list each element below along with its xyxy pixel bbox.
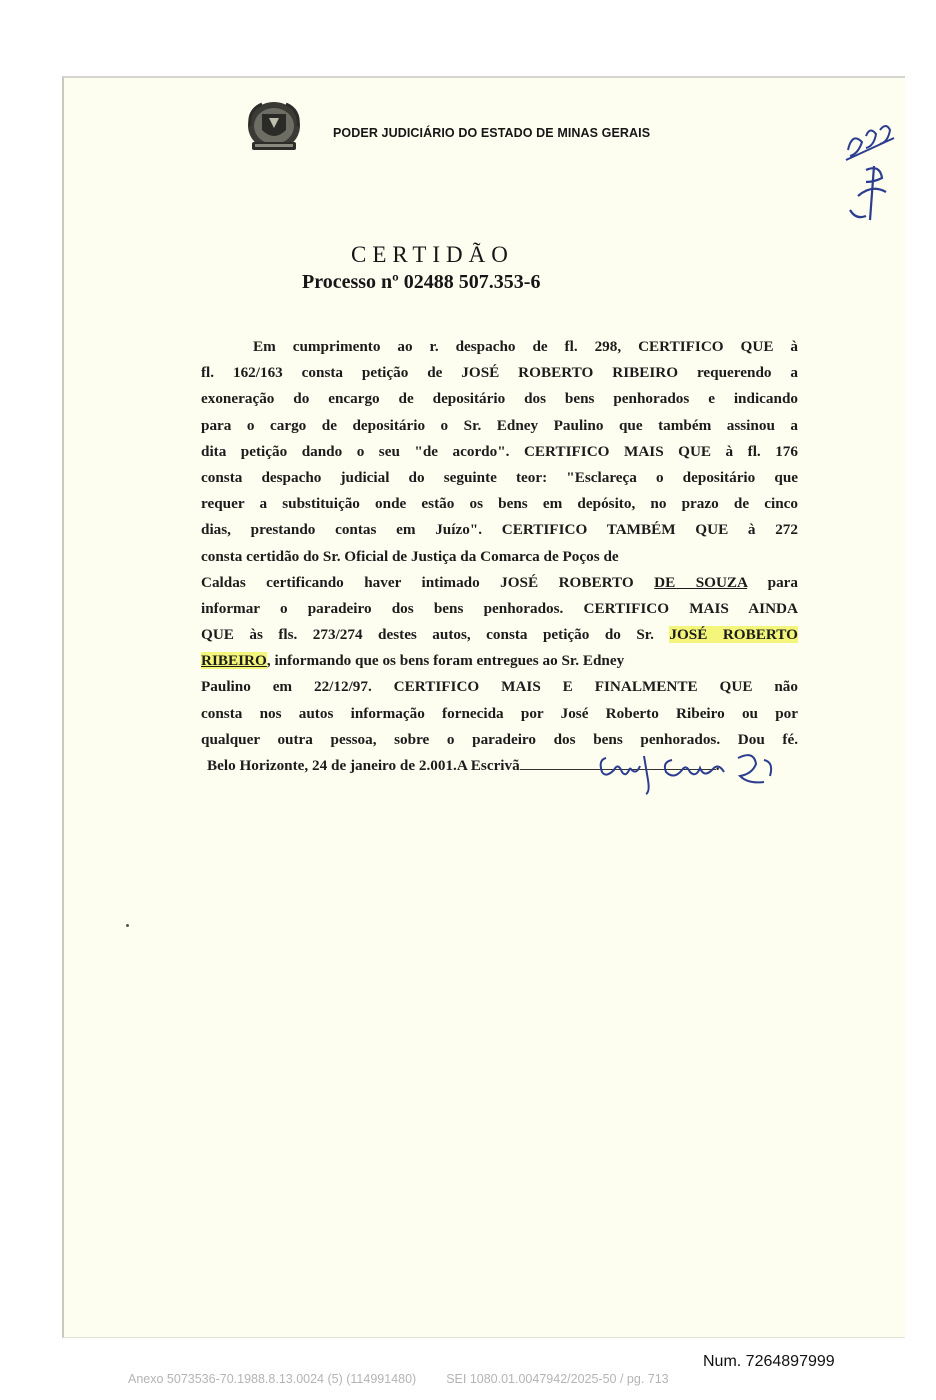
highlighted-name: JOSÉ ROBERTO: [669, 626, 798, 644]
body-line: [201, 570, 798, 596]
body-line: dias, prestando contas em Juízo". CERTIFICO TAMBÉM QUE à 272: [201, 521, 798, 539]
body-line: consta nos autos informação fornecida por José Roberto Ribeiro ou por: [201, 704, 798, 722]
footer-reference: [128, 1372, 669, 1386]
sei-reference: SEI 1080.01.0047942/2025-50 / pg. 713: [446, 1372, 669, 1386]
court-name-header: PODER JUDICIÁRIO DO ESTADO DE MINAS GERAIS: [333, 126, 651, 140]
body-line: exoneração do encargo de depositário dos bens penhorados e indicando: [201, 390, 798, 408]
highlighted-name: RIBEIRO: [201, 652, 267, 670]
body-line-text: Caldas certificando haver intimado JOSÉ ROBERTO: [201, 573, 634, 591]
body-line: fl. 162/163 consta petição de JOSÉ ROBERTO RIBEIRO requerendo a: [201, 364, 798, 382]
closing-period: .: [715, 757, 720, 774]
annex-reference: Anexo 5073536-70.1988.8.13.0024 (5) (114991480): [128, 1372, 417, 1386]
body-line: consta despacho judicial do seguinte teor: "Esclareça o depositário que: [201, 468, 798, 486]
coat-of-arms-seal-icon: [242, 100, 306, 156]
body-line: qualquer outra pessoa, sobre o paradeiro dos bens penhorados. Dou fé.: [201, 730, 798, 748]
document-title: CERTIDÃO: [351, 242, 514, 267]
scan-speck: [126, 924, 129, 927]
body-line: [201, 648, 798, 674]
underlined-name: DE SOUZA: [654, 573, 748, 591]
document-number: Num. 7264897999: [703, 1353, 835, 1370]
body-line-text: para: [767, 573, 798, 591]
body-line: requer a substituição onde estão os bens em depósito, no prazo de cinco: [201, 495, 798, 513]
closing-text: Belo Horizonte, 24 de janeiro de 2.001.A Escrivã: [207, 757, 520, 774]
handwritten-signature: [588, 752, 788, 798]
body-line-text: , informando que os bens foram entregues ao Sr. Edney: [266, 652, 625, 670]
body-line: Paulino em 22/12/97. CERTIFICO MAIS E FINALMENTE QUE não: [201, 678, 798, 696]
body-line: dita petição dando o seu "de acordo". CERTIFICO MAIS QUE à fl. 176: [201, 442, 798, 460]
body-line: para o cargo de depositário o Sr. Edney Paulino que também assinou a: [201, 416, 798, 434]
body-line: [201, 622, 798, 648]
body-line: Em cumprimento ao r. despacho de fl. 298, CERTIFICO QUE à: [253, 338, 798, 355]
process-number: Processo nº 02488 507.353-6: [302, 271, 541, 293]
body-line-text: QUE às fls. 273/274 destes autos, consta petição do Sr.: [201, 626, 654, 644]
body-line: consta certidão do Sr. Oficial de Justiça da Comarca de Poços de: [201, 547, 619, 565]
handwritten-page-number-mark: [836, 120, 902, 232]
certificate-body: [201, 334, 798, 779]
body-line: informar o paradeiro dos bens penhorados. CERTIFICO MAIS AINDA: [201, 599, 798, 617]
